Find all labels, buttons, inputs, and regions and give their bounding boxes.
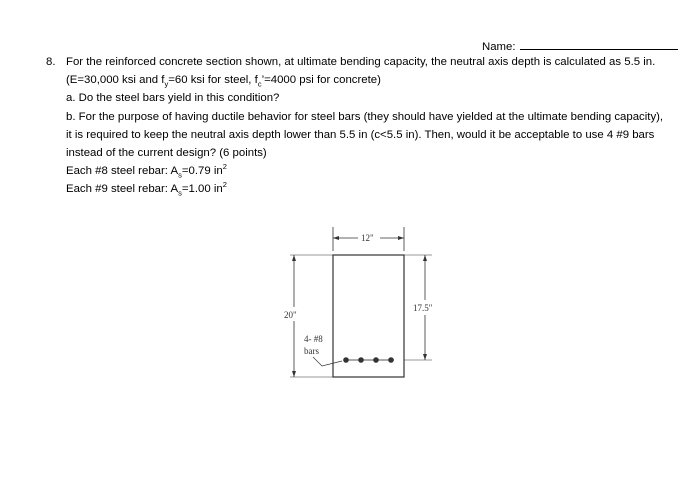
height-arrow-top bbox=[292, 255, 296, 261]
material-props-a: (E=30,000 ksi and f bbox=[66, 74, 165, 86]
rebar-8-area bbox=[66, 164, 227, 179]
depth-arrow-top bbox=[423, 255, 427, 261]
material-props-c: ’=4000 psi for concrete) bbox=[261, 74, 381, 86]
rebar-3 bbox=[373, 357, 379, 363]
rebar-4 bbox=[388, 357, 394, 363]
bars-label-line-1: 4- #8 bbox=[304, 334, 323, 344]
rebar-2 bbox=[358, 357, 364, 363]
width-arrow-left bbox=[333, 236, 339, 240]
rebar-8-sub: s bbox=[178, 170, 182, 180]
question-number: 8. bbox=[46, 56, 56, 68]
rebar-8-text-a: Each #8 steel rebar: A bbox=[66, 165, 179, 177]
name-label: Name: bbox=[482, 41, 516, 53]
part-b-line-1: b. For the purpose of having ductile behavior for steel bars (they should have yielded at the ultimate bending capacity), bbox=[66, 111, 664, 123]
bars-label-line-2: bars bbox=[304, 346, 319, 356]
height-arrow-bottom bbox=[292, 371, 296, 377]
rebar-9-sup: 2 bbox=[222, 180, 227, 190]
name-blank-line[interactable] bbox=[520, 38, 678, 50]
rebar-9-text-a: Each #9 steel rebar: A bbox=[66, 183, 179, 195]
part-b-line-3: instead of the current design? (6 points) bbox=[66, 147, 267, 159]
part-a-text: a. Do the steel bars yield in this condition? bbox=[66, 92, 280, 104]
subscript-c: c bbox=[257, 79, 262, 89]
subscript-y: y bbox=[164, 79, 169, 89]
part-b-line-2: it is required to keep the neutral axis depth lower than 5.5 in (c<5.5 in). Then, would it be acceptable to use 4 #9 bars bbox=[66, 129, 655, 141]
rebar-9-area bbox=[66, 182, 227, 197]
rebar-8-sup: 2 bbox=[222, 162, 227, 172]
rebar-8-text-b: =0.79 in bbox=[181, 165, 223, 177]
material-props-b: =60 ksi for steel, f bbox=[168, 74, 258, 86]
depth-arrow-bottom bbox=[423, 354, 427, 360]
width-arrow-right bbox=[398, 236, 404, 240]
bars-leader-line bbox=[313, 357, 342, 366]
rebar-1 bbox=[343, 357, 349, 363]
rebar-9-text-b: =1.00 in bbox=[181, 183, 223, 195]
width-label: 12" bbox=[361, 233, 374, 243]
rebar-9-sub: s bbox=[178, 188, 182, 198]
depth-label: 17.5" bbox=[413, 303, 433, 313]
beam-section-figure bbox=[280, 225, 470, 390]
height-label: 20" bbox=[284, 310, 297, 320]
question-line-2 bbox=[66, 73, 381, 88]
question-line-1: For the reinforced concrete section shown, at ultimate bending capacity, the neutral axis depth is calculated as 5.5 in. bbox=[66, 56, 656, 68]
name-field-label bbox=[482, 38, 678, 55]
